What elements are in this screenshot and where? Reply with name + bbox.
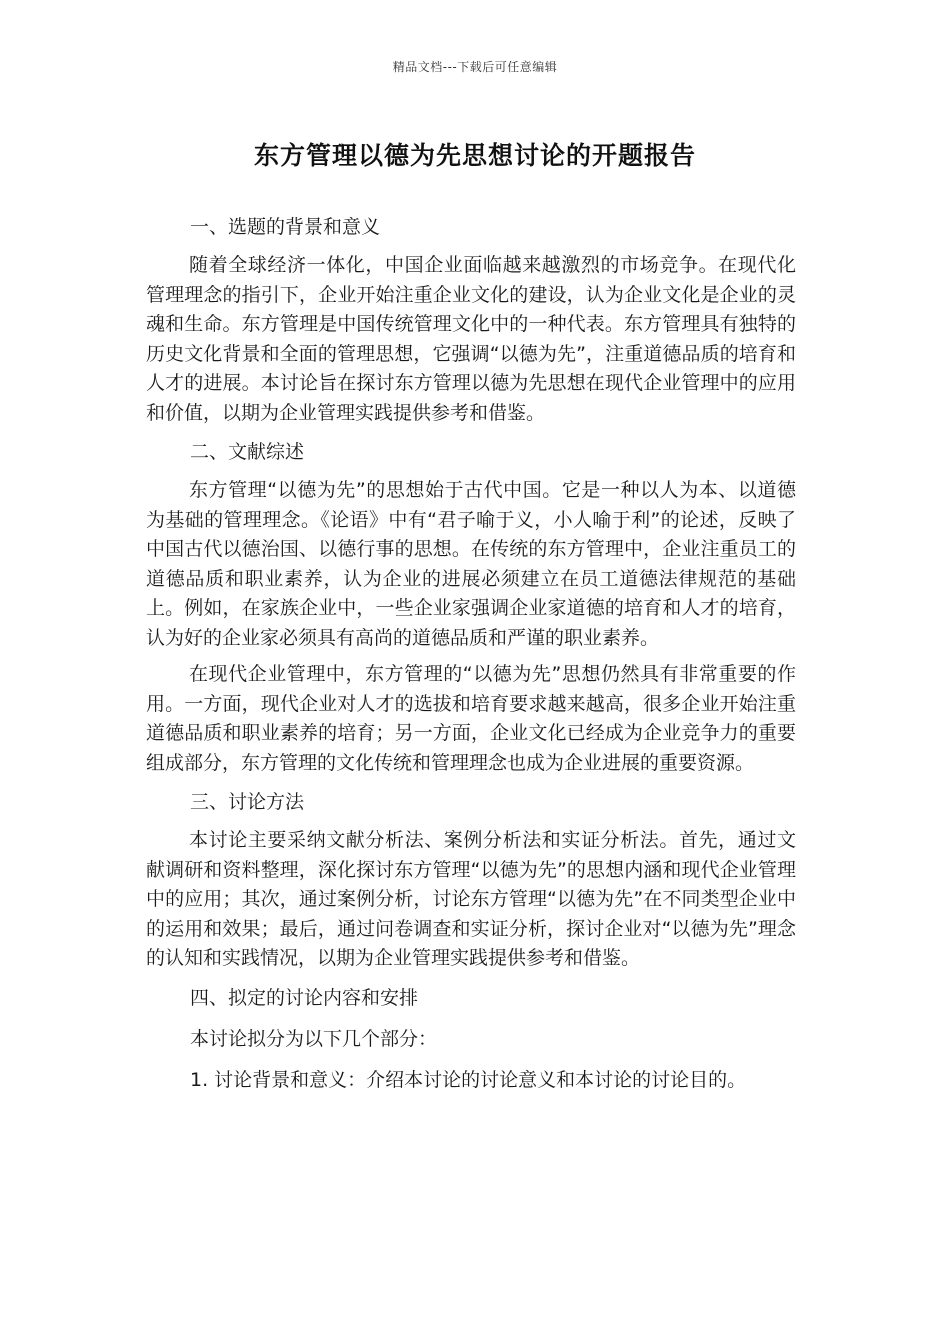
paragraph: 随着全球经济一体化，中国企业面临越来越激烈的市场竞争。在现代化管理理念的指引下，企业开始注重企业文化的建设，认为企业文化是企业的灵魂和生命。东方管理是中国传统管理文化中的一种代表。东方管理具有独特的历史文化背景和全面的管理思想，它强调“以德为先”，注重道德品质的培育和人才的进展。本讨论旨在探讨东方管理以德为先思想在现代企业管理中的应用和价值，以期为企业管理实践提供参考和借鉴。 [146,254,796,424]
section-heading-methods: 三、讨论方法 [190,791,305,813]
paragraph: 东方管理“以德为先”的思想始于古代中国。它是一种以人为本、以道德为基础的管理理念。《论语》中有“君子喻于义，小人喻于利”的论述，反映了中国古代以德治国、以德行事的思想。在传统的东方管理中，企业注重员工的道德品质和职业素养，认为企业的进展必须建立在员工道德法律规范的基础上。例如，在家族企业中，一些企业家强调企业家道德的培育和人才的培育，认为好的企业家必须具有高尚的道德品质和严谨的职业素养。 [146,479,796,649]
section-heading-background: 一、选题的背景和意义 [190,216,381,238]
plan-intro: 本讨论拟分为以下几个部分： [190,1027,438,1050]
paragraph: 本讨论主要采纳文献分析法、案例分析法和实证分析法。首先，通过文献调研和资料整理，深化探讨东方管理“以德为先”的思想内涵和现代企业管理中的应用；其次，通过案例分析，讨论东方管理“以德为先”在不同类型企业中的运用和效果；最后，通过问卷调查和实证分析，探讨企业对“以德为先”理念的认知和实践情况，以期为企业管理实践提供参考和借鉴。 [146,829,796,969]
list-item: 1. 讨论背景和意义：介绍本讨论的讨论意义和本讨论的讨论目的。 [190,1068,747,1091]
document-body [146,210,796,1104]
paragraph: 在现代企业管理中，东方管理的“以德为先”思想仍然具有非常重要的作用。一方面，现代企业对人才的选拔和培育要求越来越高，很多企业开始注重道德品质和职业素养的培育；另一方面，企业文化已经成为企业竞争力的重要组成部分，东方管理的文化传统和管理理念也成为企业进展的重要资源。 [146,663,796,774]
document-title: 东方管理以德为先思想讨论的开题报告 [253,141,696,170]
section-heading-literature: 二、文献综述 [190,441,305,463]
header-note: 精品文档---下载后可任意编辑 [392,60,558,74]
section-heading-plan: 四、拟定的讨论内容和安排 [190,986,419,1009]
